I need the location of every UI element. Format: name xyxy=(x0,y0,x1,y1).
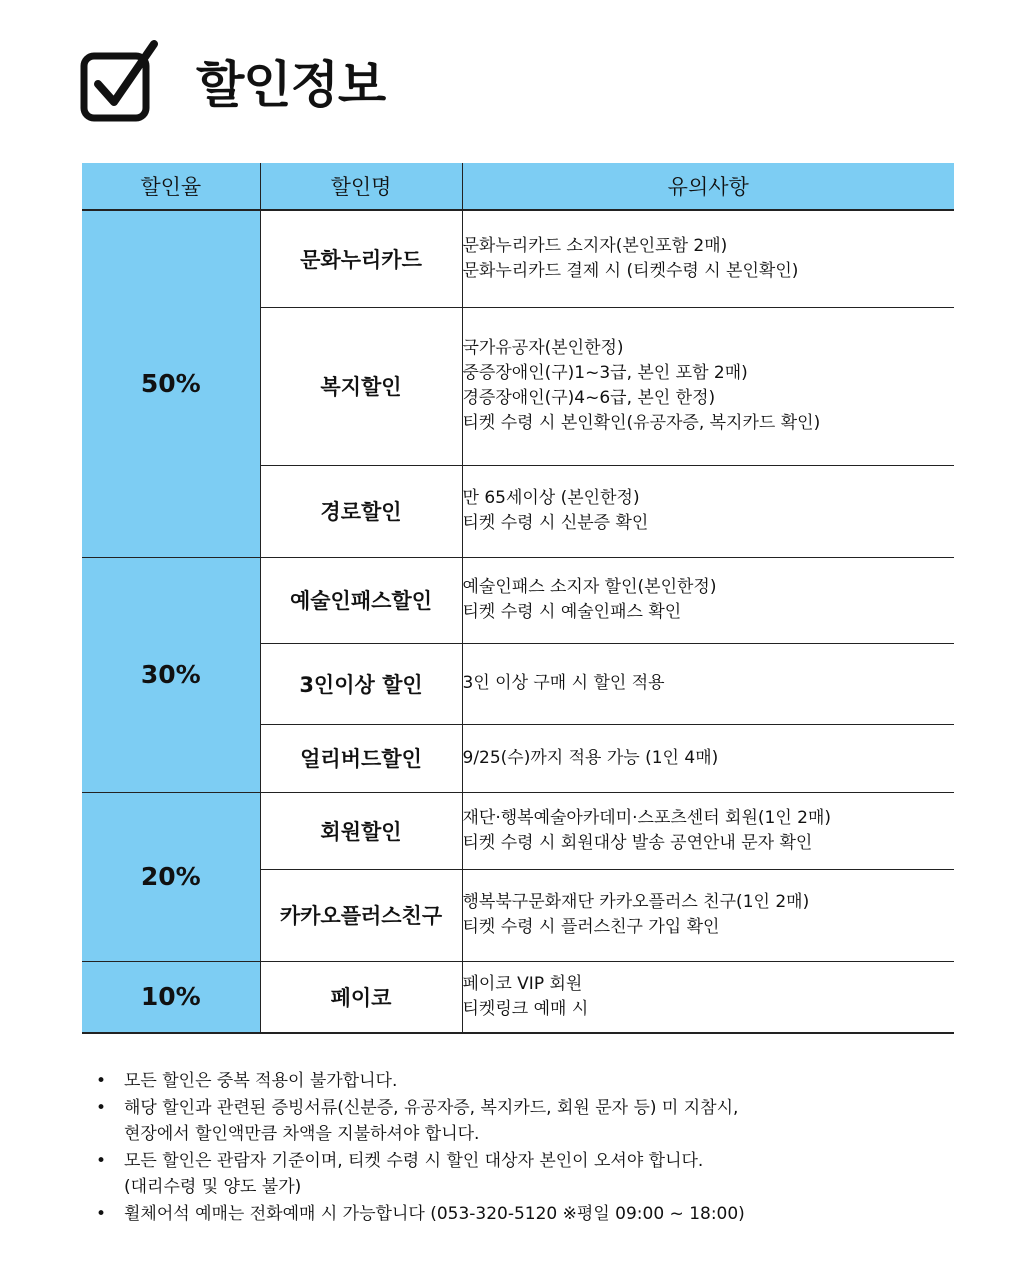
bullet-icon: • xyxy=(96,1071,107,1091)
page-header xyxy=(80,36,385,126)
note-line: 예술인패스 소지자 할인(본인한정) xyxy=(462,577,717,597)
list-item xyxy=(96,1068,745,1095)
discount-notes-cell xyxy=(462,792,954,869)
note-line: 9/25(수)까지 적용 가능 (1인 4매) xyxy=(462,747,719,768)
list-item xyxy=(96,1148,745,1201)
discount-name-cell: 3인이상 할인 xyxy=(260,643,462,724)
note-line: 문화누리카드 소지자(본인포함 2매) xyxy=(462,235,728,256)
note-line: 만 65세이상 (본인한정) xyxy=(462,488,640,508)
column-header-rate: 할인율 xyxy=(82,163,260,210)
discount-name-cell: 얼리버드할인 xyxy=(260,724,462,792)
page-title: 할인정보 xyxy=(196,56,386,114)
note-line: 3인 이상 구매 시 할인 적용 xyxy=(462,673,665,693)
table-header-row xyxy=(82,163,954,210)
column-header-notes: 유의사항 xyxy=(462,163,954,210)
checkbox-icon xyxy=(80,38,162,124)
note-line: 티켓 수령 시 본인확인(유공자증, 복지카드 확인) xyxy=(462,413,821,433)
discount-name-cell: 경로할인 xyxy=(260,465,462,557)
footnote-line: 모든 할인은 관람자 기준이며, 티켓 수령 시 할인 대상자 본인이 오셔야 합니다. xyxy=(124,1150,704,1171)
discount-notes-cell xyxy=(462,643,954,724)
note-line: 중증장애인(구)1~3급, 본인 포함 2매) xyxy=(462,363,748,383)
discount-notes-cell xyxy=(462,210,954,307)
footnotes-list xyxy=(96,1068,745,1227)
note-line: 티켓 수령 시 신분증 확인 xyxy=(462,513,649,533)
table-row xyxy=(82,557,954,643)
table-row xyxy=(82,792,954,869)
discount-rate-cell: 10% xyxy=(82,961,260,1033)
note-line: 경증장애인(구)4~6급, 본인 한정) xyxy=(462,388,716,408)
discount-notes-cell xyxy=(462,557,954,643)
discount-notes-cell xyxy=(462,961,954,1033)
list-item xyxy=(96,1095,745,1148)
footnote-line: 모든 할인은 중복 적용이 불가합니다. xyxy=(124,1071,398,1091)
note-line: 재단·행복예술아카데미·스포츠센터 회원(1인 2매) xyxy=(462,807,832,828)
discount-name-cell: 복지할인 xyxy=(260,307,462,465)
discount-name-cell: 예술인패스할인 xyxy=(260,557,462,643)
discount-notes-cell xyxy=(462,724,954,792)
column-header-name: 할인명 xyxy=(260,163,462,210)
discount-name-cell: 페이코 xyxy=(260,961,462,1033)
table-row xyxy=(82,961,954,1033)
note-line: 행복북구문화재단 카카오플러스 친구(1인 2매) xyxy=(462,892,810,912)
discount-notes-cell xyxy=(462,465,954,557)
table-row xyxy=(82,210,954,307)
note-line: 티켓 수령 시 플러스친구 가입 확인 xyxy=(462,917,720,937)
bullet-icon: • xyxy=(96,1150,107,1171)
list-item xyxy=(96,1201,745,1228)
bullet-icon: • xyxy=(96,1203,107,1224)
footnote-line: 해당 할인과 관련된 증빙서류(신분증, 유공자증, 복지카드, 회원 문자 등) 미 지참시, xyxy=(124,1097,739,1118)
discount-notes-cell xyxy=(462,869,954,961)
discount-name-cell: 문화누리카드 xyxy=(260,210,462,307)
note-line: 국가유공자(본인한정) xyxy=(462,338,624,358)
discount-rate-cell: 30% xyxy=(82,557,260,792)
footnote-line: (대리수령 및 양도 불가) xyxy=(124,1177,302,1197)
discount-rate-cell: 50% xyxy=(82,210,260,557)
note-line: 페이코 VIP 회원 xyxy=(462,973,583,994)
discount-notes-cell xyxy=(462,307,954,465)
bullet-icon: • xyxy=(96,1097,107,1118)
note-line: 티켓 수령 시 회원대상 발송 공연안내 문자 확인 xyxy=(462,832,813,853)
discount-name-cell: 회원할인 xyxy=(260,792,462,869)
discount-rate-cell: 20% xyxy=(82,792,260,961)
footnote-line: 휠체어석 예매는 전화예매 시 가능합니다 (053-320-5120 ※평일 09:00 ~ 18:00) xyxy=(124,1203,745,1224)
note-line: 티켓 수령 시 예술인패스 확인 xyxy=(462,602,682,622)
discount-table xyxy=(82,163,954,1034)
footnote-line: 현장에서 할인액만큼 차액을 지불하셔야 합니다. xyxy=(124,1124,480,1144)
note-line: 티켓링크 예매 시 xyxy=(462,998,589,1019)
discount-name-cell: 카카오플러스친구 xyxy=(260,869,462,961)
note-line: 문화누리카드 결제 시 (티켓수령 시 본인확인) xyxy=(462,260,799,281)
